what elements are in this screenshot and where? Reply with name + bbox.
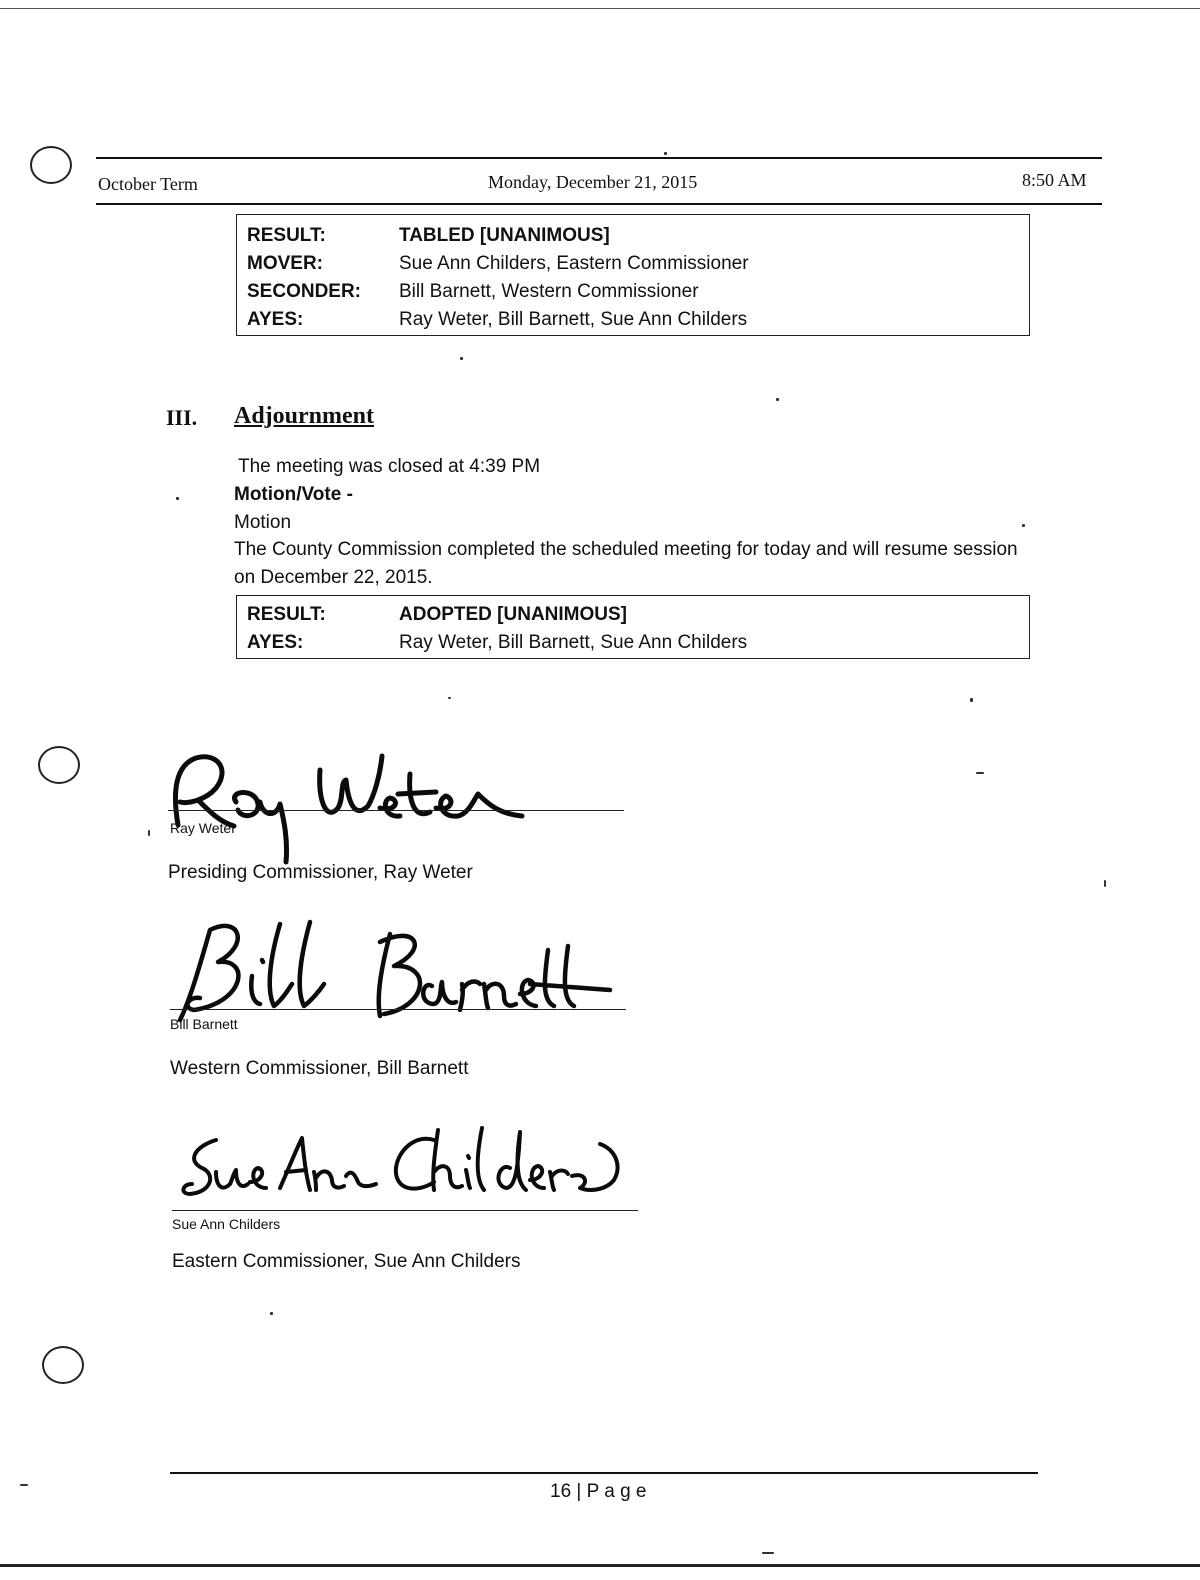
scan-speck: [1022, 524, 1025, 527]
signature-name-sue-ann-childers: Sue Ann Childers: [172, 1216, 281, 1232]
signature-bill-barnett: [170, 910, 630, 1040]
signature-line-sue-ann-childers: [172, 1210, 638, 1211]
vote-table-tabled: [236, 214, 1030, 336]
scan-edge-top: [0, 8, 1200, 9]
scan-speck: [270, 1312, 273, 1315]
scan-speck: [20, 1484, 28, 1486]
section-number: III.: [166, 405, 198, 430]
signer-title-sue-ann-childers: Eastern Commissioner, Sue Ann Childers: [172, 1251, 521, 1272]
scan-speck: [776, 398, 779, 401]
signature-ray-weter: [168, 730, 548, 870]
scan-speck: [1104, 880, 1106, 887]
vote-label: AYES:: [247, 309, 304, 330]
binder-hole-top: [30, 146, 72, 184]
header-time: 8:50 AM: [1022, 170, 1087, 190]
scan-speck: [448, 697, 451, 699]
vote-label: MOVER:: [247, 253, 323, 274]
signature-sue-ann-childers: [176, 1110, 636, 1210]
scan-speck: [176, 497, 179, 500]
signature-name-ray-weter: Ray Weter: [170, 820, 236, 836]
vote-table-adopted: [236, 595, 1030, 659]
vote-value: Ray Weter, Bill Barnett, Sue Ann Childers: [399, 309, 748, 330]
page-number: 16 | P a g e: [550, 1481, 647, 1502]
binder-hole-middle: [38, 746, 80, 784]
vote-value: Sue Ann Childers, Eastern Commissioner: [399, 253, 749, 274]
scan-speck: [762, 1552, 774, 1554]
signature-line-bill-barnett: [170, 1009, 626, 1010]
meeting-closed-text: The meeting was closed at 4:39 PM: [238, 456, 541, 477]
vote-value: Bill Barnett, Western Commissioner: [399, 281, 699, 302]
vote-value: TABLED [UNANIMOUS]: [399, 225, 610, 246]
binder-hole-bottom: [42, 1346, 84, 1384]
scan-speck: [664, 152, 667, 155]
header-date: Monday, December 21, 2015: [488, 172, 698, 192]
scan-speck: [970, 698, 973, 702]
scan-edge-bottom: [0, 1564, 1200, 1567]
vote-label: AYES:: [247, 632, 304, 653]
scan-speck: [148, 830, 150, 836]
section-title: Adjournment: [234, 403, 375, 429]
signer-title-ray-weter: Presiding Commissioner, Ray Weter: [168, 862, 473, 883]
vote-value: Ray Weter, Bill Barnett, Sue Ann Childers: [399, 632, 748, 653]
motion-text: The County Commission completed the scheduled meeting for today and will resume session on December 22, 2015.: [234, 539, 1018, 588]
header-rule-top: [96, 157, 1102, 159]
motion-label: Motion: [234, 512, 292, 533]
header-term: October Term: [98, 174, 198, 194]
scan-speck: [460, 357, 463, 360]
vote-label: RESULT:: [247, 604, 326, 625]
motion-vote-label: Motion/Vote -: [234, 484, 353, 505]
scan-speck: [976, 772, 984, 774]
signature-line-ray-weter: [168, 810, 624, 811]
signature-name-bill-barnett: Bill Barnett: [170, 1016, 238, 1032]
footer-rule: [170, 1472, 1038, 1474]
vote-value: ADOPTED [UNANIMOUS]: [399, 604, 627, 625]
signer-title-bill-barnett: Western Commissioner, Bill Barnett: [170, 1058, 469, 1079]
header-rule-bottom: [96, 203, 1102, 205]
vote-label: RESULT:: [247, 225, 326, 246]
vote-label: SECONDER:: [247, 281, 362, 302]
